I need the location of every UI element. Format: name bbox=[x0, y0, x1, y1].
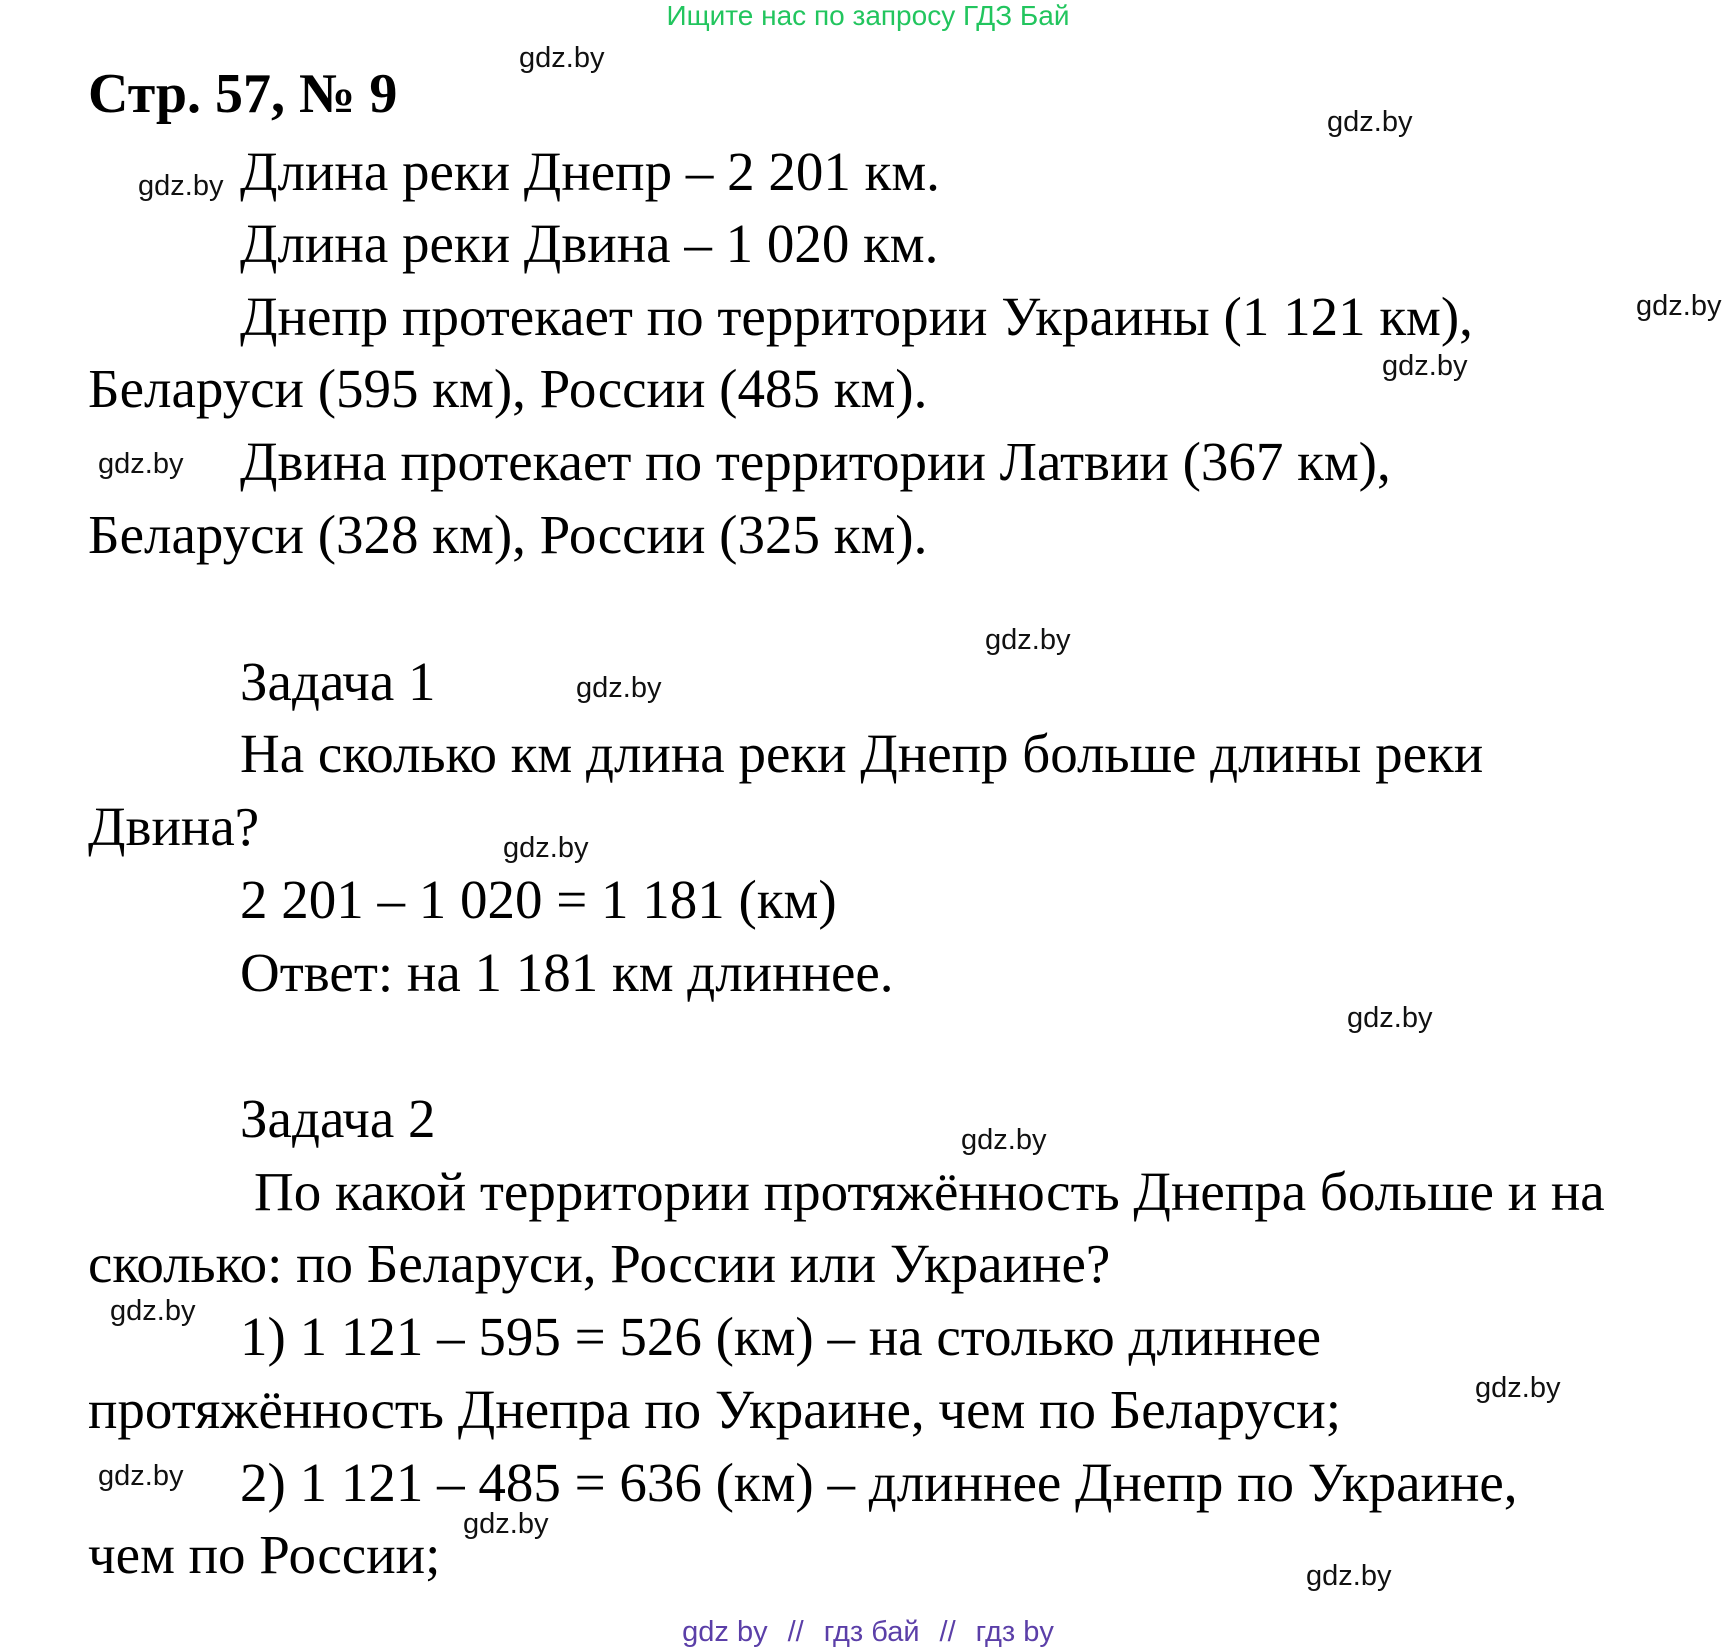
page-heading: Стр. 57, № 9 bbox=[88, 63, 398, 125]
fact-dvina-territory-line1: Двина протекает по территории Латвии (367 км), bbox=[240, 431, 1391, 492]
task1-title: Задача 1 bbox=[240, 651, 436, 712]
task2-question-line1: По какой территории протяжённость Днепра больше и на bbox=[254, 1161, 1605, 1222]
watermark: gdz.by bbox=[98, 448, 184, 480]
watermark: gdz.by bbox=[1306, 1560, 1392, 1592]
fact-dvina-length: Длина реки Двина – 1 020 км. bbox=[240, 213, 939, 274]
task1-question-line1: На сколько км длина реки Днепр больше длины реки bbox=[240, 723, 1484, 784]
watermark: gdz.by bbox=[138, 170, 224, 202]
task2-step1-line1: 1) 1 121 – 595 = 526 (км) – на столько длиннее bbox=[240, 1306, 1322, 1367]
watermark: gdz.by bbox=[1347, 1002, 1433, 1034]
watermark: gdz.by bbox=[110, 1295, 196, 1327]
footer-link-gdz-bai[interactable]: гдз бай bbox=[823, 1616, 920, 1648]
task1-answer: Ответ: на 1 181 км длиннее. bbox=[240, 942, 894, 1003]
fact-dnieper-territory-line2: Беларуси (595 км), России (485 км). bbox=[88, 358, 928, 419]
task2-title: Задача 2 bbox=[240, 1088, 436, 1149]
watermark: gdz.by bbox=[985, 624, 1071, 656]
watermark: gdz.by bbox=[1382, 350, 1468, 382]
task1-question-line2: Двина? bbox=[88, 796, 260, 857]
task1-solution: 2 201 – 1 020 = 1 181 (км) bbox=[240, 869, 837, 930]
fact-dvina-territory-line2: Беларуси (328 км), России (325 км). bbox=[88, 504, 928, 565]
fact-dnieper-length: Длина реки Днепр – 2 201 км. bbox=[240, 141, 940, 202]
top-banner: Ищите нас по запросу ГДЗ Бай bbox=[666, 0, 1070, 31]
watermark: gdz.by bbox=[98, 1460, 184, 1492]
footer-link-gdz-by-cyr[interactable]: гдз by bbox=[975, 1616, 1054, 1648]
watermark: gdz.by bbox=[519, 42, 605, 74]
footer-separator: // bbox=[787, 1616, 804, 1648]
watermark: gdz.by bbox=[503, 832, 589, 864]
footer-separator: // bbox=[939, 1616, 956, 1648]
footer-link-gdz-by[interactable]: gdz by bbox=[682, 1616, 768, 1648]
watermark: gdz.by bbox=[1327, 106, 1413, 138]
task2-step2-line1: 2) 1 121 – 485 = 636 (км) – длиннее Днепр по Украине, bbox=[240, 1452, 1518, 1513]
watermark: gdz.by bbox=[576, 672, 662, 704]
task2-question-line2: сколько: по Беларуси, России или Украине? bbox=[88, 1233, 1111, 1294]
watermark: gdz.by bbox=[1475, 1372, 1561, 1404]
watermark: gdz.by bbox=[1636, 290, 1722, 322]
fact-dnieper-territory-line1: Днепр протекает по территории Украины (1 121 км), bbox=[240, 286, 1473, 347]
task2-step2-line2: чем по России; bbox=[88, 1524, 441, 1585]
watermark: gdz.by bbox=[463, 1508, 549, 1540]
footer-links bbox=[0, 1616, 1736, 1648]
task2-step1-line2: протяжённость Днепра по Украине, чем по Беларуси; bbox=[88, 1379, 1341, 1440]
watermark: gdz.by bbox=[961, 1124, 1047, 1156]
